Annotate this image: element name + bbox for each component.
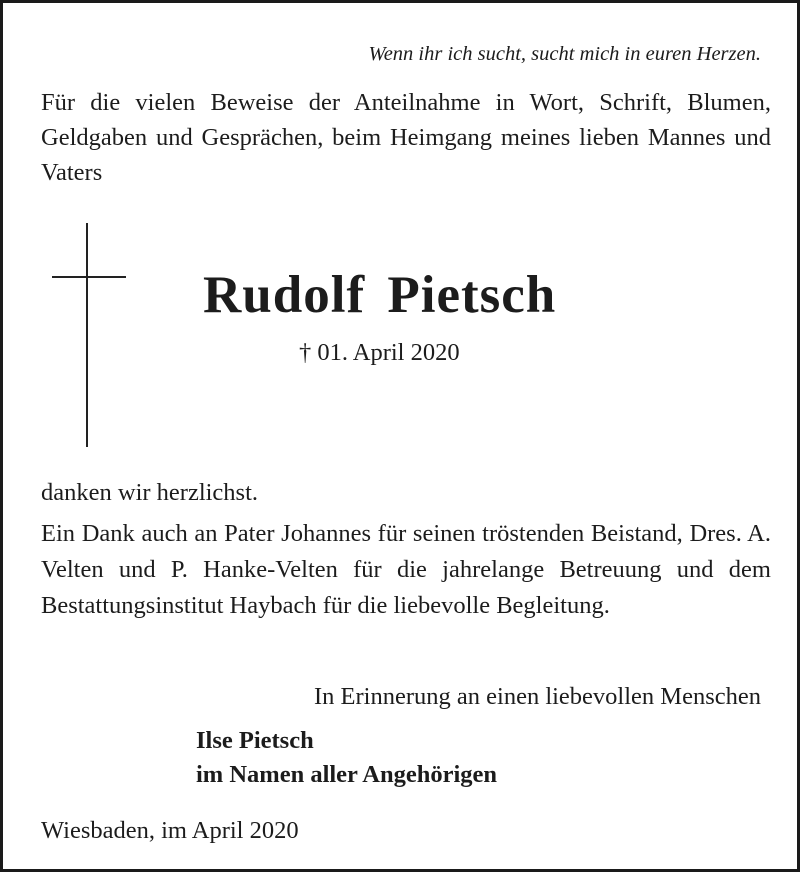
motto: Wenn ihr ich sucht, sucht mich in euren Herzen.: [368, 43, 761, 65]
addendum-text: Ein Dank auch an Pater Johannes für seinen tröstenden Beistand, Dres. A. Velten und P. Hanke-Velten für die jahrelange Betreuung und dem Bestattungsinstitut Haybach für die liebevolle Begleitung.: [41, 520, 771, 619]
death-date: † 01. April 2020: [299, 339, 460, 366]
cross-horizontal-bar: [52, 276, 126, 278]
memory-line: In Erinnerung an einen liebevollen Menschen: [314, 683, 761, 710]
cross-vertical-bar: [86, 223, 88, 447]
place-date: Wiesbaden, im April 2020: [41, 817, 299, 844]
signer-relatives: im Namen aller Angehörigen: [196, 761, 498, 788]
intro-text: Für die vielen Beweise der Anteilnahme in Wort, Schrift, Blumen, Geldgaben und Gesprächen, beim Heimgang meines lieben Mannes und Vaters: [41, 89, 771, 186]
thanks-text: danken wir herzlichst.: [41, 479, 259, 506]
deceased-name: Rudolf Pietsch: [203, 266, 557, 324]
signer-name: Ilse Pietsch: [196, 727, 314, 754]
